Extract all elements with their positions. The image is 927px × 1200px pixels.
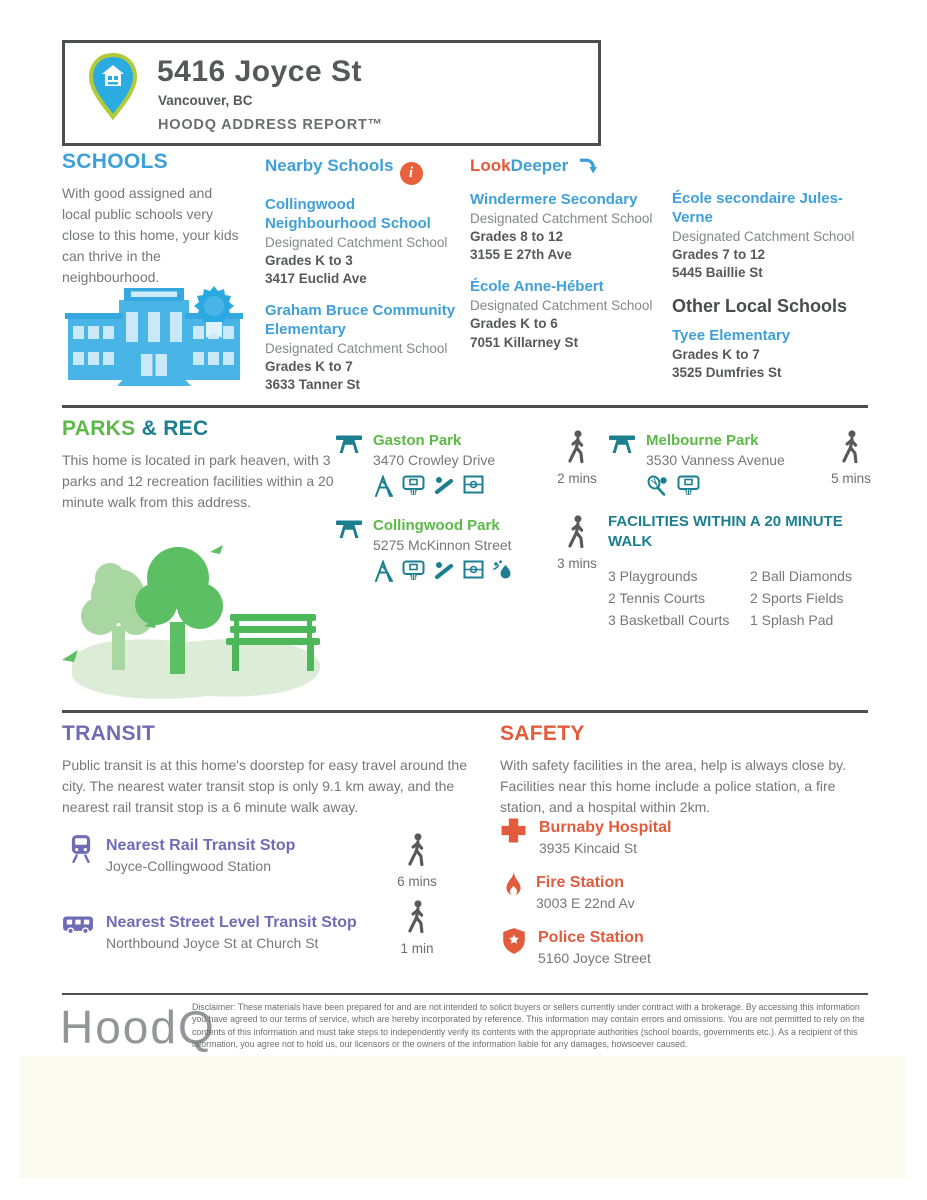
- park-address: 3470 Crowley Drive: [373, 451, 496, 468]
- walk-time: [548, 430, 606, 486]
- walking-person-icon: [564, 451, 590, 468]
- safety-facility-address: 3935 Kincaid St: [539, 840, 638, 857]
- walk-time: [388, 900, 446, 956]
- nearby-schools-heading: [265, 156, 461, 185]
- school-grades: Grades 7 to 12: [672, 246, 766, 262]
- transit-section: [62, 722, 474, 818]
- lookdeeper-look-label: Look: [470, 156, 511, 175]
- walk-time-label: 5 mins: [831, 471, 871, 486]
- baseball-icon: [433, 475, 455, 502]
- facility-count: 2 Tennis Courts: [608, 589, 706, 606]
- school-entry: [265, 196, 461, 288]
- info-icon[interactable]: i: [400, 162, 423, 185]
- map-pin-house-icon: [87, 53, 139, 126]
- school-grades: Grades K to 7: [265, 358, 353, 374]
- school-building-illustration: [62, 282, 244, 391]
- footer-divider: [62, 993, 868, 995]
- walk-time-label: 6 mins: [397, 874, 437, 889]
- walk-time: [388, 833, 446, 889]
- safety-facility-entry: [500, 818, 830, 856]
- school-address: 3525 Dumfries St: [672, 365, 782, 381]
- school-type: Designated Catchment School: [470, 210, 653, 226]
- picnic-table-icon: [335, 432, 363, 459]
- schools-section-intro: [62, 150, 242, 288]
- city-subtitle: Vancouver, BC: [158, 93, 253, 108]
- lookdeeper-deeper-label: Deeper: [510, 156, 569, 175]
- walk-time-label: 3 mins: [557, 556, 597, 571]
- park-entry: [608, 432, 818, 502]
- safety-facility-name: Fire Station: [536, 874, 625, 891]
- school-grades: Grades 8 to 12: [470, 228, 564, 244]
- school-name: Collingwood Neighbourhood School: [265, 196, 431, 232]
- transit-stop-entry: [62, 913, 422, 951]
- safety-facility-name: Police Station: [538, 929, 644, 946]
- school-grades: Grades K to 3: [265, 252, 353, 268]
- facility-count: 2 Sports Fields: [750, 589, 844, 606]
- facilities-list: [608, 565, 888, 632]
- schools-column-4: [672, 190, 872, 396]
- walk-time-label: 1 min: [400, 941, 434, 956]
- school-type: Designated Catchment School: [265, 340, 448, 356]
- facility-count: 3 Playgrounds: [608, 567, 698, 584]
- park-entry: [335, 432, 550, 502]
- transit-stop-value: Northbound Joyce St at Church St: [106, 935, 319, 952]
- park-facility-icons: [373, 560, 513, 587]
- lookdeeper-heading[interactable]: [470, 156, 666, 180]
- school-grades: Grades K to 6: [470, 316, 558, 332]
- school-type: Designated Catchment School: [470, 298, 653, 314]
- school-address: 7051 Killarney St: [470, 334, 579, 350]
- transit-title: TRANSIT: [62, 722, 156, 745]
- disclaimer-text: Disclaimer: These materials have been prepared for and are not intended to solicit buyers or sellers currently under contract with a brokerage. By accessing this information you have agreed to our terms of service, which are hereby incorporated by reference. This information may contain errors and omissions. You are not permitted to rely on the contents of this information and must take steps to independently verify its contents with the appropriate authorities (school boards, governments etc.). As a recipient of this information, you agree not to hold us, our licensors or the owners of the information liable for any damages, howsoever caused.: [192, 1002, 865, 1050]
- school-name: École Anne-Hébert: [470, 278, 604, 296]
- school-address: 5445 Baillie St: [672, 264, 763, 280]
- safety-intro-text: With safety facilities in the area, help is always close by. Facilities near this home include a police station, a fire station, and a hospital within 2km.: [500, 757, 847, 815]
- facilities-summary: [608, 512, 888, 632]
- section-divider: [62, 405, 868, 408]
- lookdeeper-schools-column: [470, 156, 666, 366]
- picnic-table-icon: [608, 432, 636, 459]
- report-title: HOODQ ADDRESS REPORT™: [158, 117, 383, 133]
- lookdeeper-arrow-icon: [578, 156, 597, 180]
- splash-pad-icon: [492, 560, 513, 587]
- transit-stop-value: Joyce-Collingwood Station: [106, 858, 271, 875]
- park-address: 3530 Vanness Avenue: [646, 451, 785, 468]
- school-grades: Grades K to 7: [672, 346, 760, 362]
- walking-person-icon: [838, 451, 864, 468]
- tennis-icon: [646, 475, 669, 502]
- school-entry: [672, 190, 872, 282]
- park-address: 5275 McKinnon Street: [373, 536, 512, 553]
- school-entry: [672, 327, 872, 382]
- safety-facility-address: 5160 Joyce Street: [538, 950, 651, 967]
- schools-intro-text: With good assigned and local public schools very close to this home, your kids can thrive in the neighbourhood.: [62, 185, 239, 285]
- school-address: 3155 E 27th Ave: [470, 247, 572, 263]
- picnic-table-icon: [335, 517, 363, 544]
- parks-title: [62, 417, 352, 441]
- soccer-field-icon: [463, 475, 484, 502]
- baseball-icon: [433, 560, 455, 587]
- transit-stop-label: Nearest Street Level Transit Stop: [106, 914, 357, 931]
- school-name: École secondaire Jules-Verne: [672, 190, 843, 226]
- walking-person-icon: [404, 921, 430, 938]
- hospital-cross-icon: [500, 817, 527, 849]
- walking-person-icon: [404, 854, 430, 871]
- safety-facility-address: 3003 E 22nd Av: [536, 895, 635, 912]
- train-icon: [68, 834, 94, 868]
- safety-facility-name: Burnaby Hospital: [539, 819, 672, 836]
- header-box: [62, 40, 601, 146]
- walk-time: [822, 430, 880, 486]
- park-name: Gaston Park: [373, 432, 462, 449]
- flame-icon: [503, 871, 524, 905]
- transit-stop-label: Nearest Rail Transit Stop: [106, 837, 296, 854]
- nearby-schools-column: [265, 156, 461, 408]
- parks-section-intro: [62, 417, 352, 513]
- safety-title: SAFETY: [500, 722, 585, 745]
- hoodq-logo: HoodQ: [60, 1001, 216, 1053]
- facilities-list-col2: [750, 565, 880, 632]
- playground-icon: [373, 475, 394, 502]
- school-entry: [470, 191, 666, 264]
- soccer-field-icon: [463, 560, 484, 587]
- facility-count: 3 Basketball Courts: [608, 612, 730, 629]
- park-entry: [335, 517, 550, 587]
- school-name: Windermere Secondary: [470, 191, 638, 208]
- parks-title-teal: & REC: [135, 417, 209, 440]
- park-facility-icons: [373, 475, 495, 502]
- nearby-schools-label: Nearby Schools: [265, 156, 394, 175]
- facilities-heading: FACILITIES WITHIN A 20 MINUTE WALK: [608, 513, 843, 551]
- safety-facility-entry: [502, 928, 832, 966]
- basketball-icon: [402, 475, 425, 502]
- walk-time-label: 2 mins: [557, 471, 597, 486]
- police-shield-icon: [502, 927, 526, 960]
- other-local-schools-heading: Other Local Schools: [672, 296, 848, 317]
- transit-stop-entry: [68, 836, 398, 874]
- school-address: 3633 Tanner St: [265, 377, 361, 393]
- park-facility-icons: [646, 475, 785, 502]
- park-name: Melbourne Park: [646, 432, 759, 449]
- safety-section: [500, 722, 878, 818]
- footer-background-panel: [20, 1056, 907, 1178]
- school-type: Designated Catchment School: [672, 228, 855, 244]
- school-address: 3417 Euclid Ave: [265, 270, 367, 286]
- facility-count: 1 Splash Pad: [750, 612, 834, 629]
- transit-intro-text: Public transit is at this home's doorstep for easy travel around the city. The nearest water transit stop is only 9.1 km away, and the nearest rail transit stop is a 6 minute walk away.: [62, 757, 467, 815]
- park-illustration: [60, 538, 328, 711]
- parks-title-green: PARKS: [62, 417, 136, 440]
- facility-count: 2 Ball Diamonds: [750, 567, 852, 584]
- facilities-list-col1: [608, 565, 750, 632]
- safety-facility-entry: [503, 873, 833, 911]
- park-name: Collingwood Park: [373, 517, 500, 534]
- school-name: Graham Bruce Community Elementary: [265, 302, 456, 338]
- basketball-icon: [677, 475, 700, 502]
- school-name: Tyee Elementary: [672, 327, 791, 345]
- basketball-icon: [402, 560, 425, 587]
- schools-title: SCHOOLS: [62, 150, 168, 173]
- walking-person-icon: [564, 536, 590, 553]
- bus-icon: [62, 913, 94, 942]
- parks-intro-text: This home is located in park heaven, with 3 parks and 12 recreation facilities within a 20 minute walk from this address.: [62, 452, 334, 510]
- school-type: Designated Catchment School: [265, 234, 448, 250]
- school-entry: [470, 278, 666, 351]
- walk-time: [548, 515, 606, 571]
- page-title: 5416 Joyce St: [157, 55, 362, 88]
- playground-icon: [373, 560, 394, 587]
- school-entry: [265, 302, 461, 394]
- section-divider: [62, 710, 868, 713]
